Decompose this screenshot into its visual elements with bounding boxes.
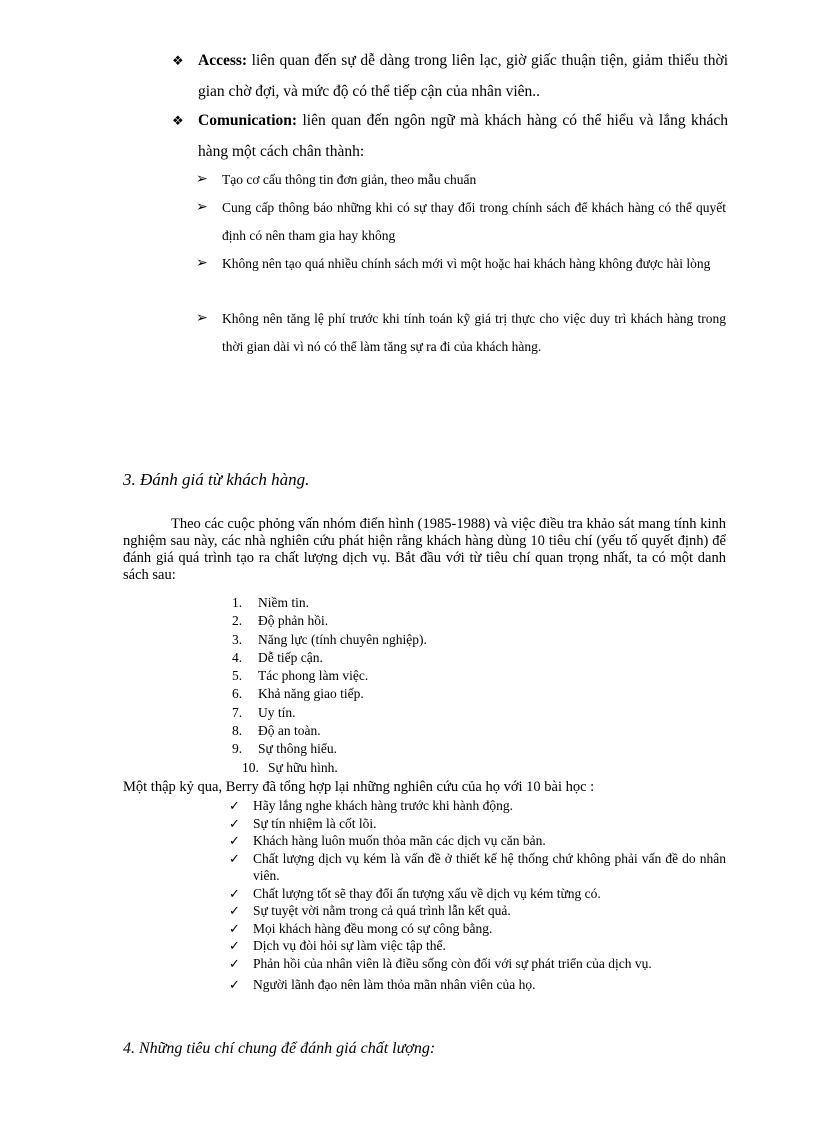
sub-bullet-text: Không nên tạo quá nhiều chính sách mới vì một hoặc hai khách hàng không được hài lòng: [222, 256, 711, 271]
list-item: [232, 740, 427, 758]
list-text: Sự tuyệt vời nằm trong cả quá trình lẫn kết quả.: [253, 903, 511, 918]
list-item: [232, 667, 427, 685]
bullet-text: liên quan đến ngôn ngữ mà khách hàng có thể hiểu và lắng khách hàng một cách chân thành:: [198, 112, 728, 160]
list-item: [229, 832, 726, 850]
checkmark-icon: ✓: [229, 977, 240, 992]
arrow-bullet-icon: ➢: [196, 256, 208, 271]
list-text: Sự thông hiểu.: [258, 741, 337, 757]
arrow-bullet-icon: ➢: [196, 200, 208, 215]
list-number: 8.: [232, 723, 243, 739]
list-number: 5.: [232, 668, 243, 684]
checkmark-icon: ✓: [229, 920, 240, 936]
list-number: 10.: [242, 759, 259, 775]
diamond-bullet-icon: ❖: [172, 53, 184, 68]
list-text: Năng lực (tính chuyên nghiệp).: [258, 631, 427, 647]
arrow-bullet-icon: ➢: [196, 311, 208, 326]
list-item: [229, 797, 726, 815]
list-item: [229, 815, 726, 833]
sub-bullet: [196, 305, 726, 361]
lessons-list: [229, 797, 726, 994]
diamond-bullet-icon: ❖: [172, 113, 184, 128]
list-text: Độ an toàn.: [258, 723, 321, 739]
bullet-text: liên quan đến sự dễ dàng trong liên lạc, giờ giấc thuận tiện, giảm thiểu thời gian chờ đợi, và mức độ có thể tiếp cận của nhân viên..: [198, 52, 728, 100]
list-item: [229, 955, 726, 973]
list-item: [232, 594, 427, 612]
section-4-heading: 4. Những tiêu chí chung để đánh giá chất lượng:: [123, 1040, 436, 1057]
list-item: [232, 631, 427, 649]
list-text: Dễ tiếp cận.: [258, 649, 323, 665]
list-item: [229, 976, 726, 994]
list-item: [232, 649, 427, 667]
list-item: [229, 902, 726, 920]
list-number: 4.: [232, 649, 243, 665]
list-text: Người lãnh đạo nên làm thỏa mãn nhân viên của họ.: [253, 977, 536, 992]
list-item: [232, 704, 427, 722]
checkmark-icon: ✓: [229, 798, 240, 813]
sub-bullet: [196, 194, 726, 250]
paragraph-text: Theo các cuộc phỏng vấn nhóm điển hình (1985-1988) và việc điều tra khảo sát mang tính kinh nghiệm sau này, các nhà nghiên cứu phát hiện rằng khách hàng dùng 10 tiêu chí (yếu tố quyết định) để đánh giá quá trình tạo ra chất lượng dịch vụ. Bắt đầu với từ tiêu chí quan trọng nhất, ta có một danh sách sau:: [123, 516, 726, 583]
sub-bullet-text: Tạo cơ cấu thông tin đơn giản, theo mẫu chuẩn: [222, 172, 477, 187]
list-text: Niềm tin.: [258, 595, 309, 610]
list-text: Phản hồi của nhân viên là điều sống còn đối với sự phát triển của dịch vụ.: [253, 955, 652, 971]
list-item: [229, 885, 726, 903]
sub-bullet-text: Không nên tăng lệ phí trước khi tính toán kỹ giá trị thực cho việc duy trì khách hàng trong thời gian dài vì nó có thể làm tăng sự ra đi của khách hàng.: [222, 311, 726, 354]
list-text: Sự hữu hình.: [268, 759, 338, 775]
arrow-bullet-icon: ➢: [196, 172, 208, 187]
criteria-list: [232, 594, 427, 777]
checkmark-icon: ✓: [229, 955, 240, 971]
list-item: [229, 850, 726, 885]
checkmark-icon: ✓: [229, 833, 240, 848]
list-number: 7.: [232, 704, 243, 720]
list-item: [232, 612, 427, 630]
section-3-heading: 3. Đánh giá từ khách hàng.: [123, 470, 310, 489]
list-text: Độ phản hồi.: [258, 613, 329, 629]
checkmark-icon: ✓: [229, 885, 240, 901]
list-text: Chất lượng tốt sẽ thay đổi ấn tượng xấu về dịch vụ kém từng có.: [253, 885, 601, 901]
list-number: 1.: [232, 595, 243, 610]
list-text: Hãy lắng nghe khách hàng trước khi hành động.: [253, 798, 514, 813]
list-text: Khách hàng luôn muốn thỏa mãn các dịch vụ căn bản.: [253, 833, 546, 848]
checkmark-icon: ✓: [229, 903, 240, 918]
list-text: Dịch vụ đòi hỏi sự làm việc tập thể.: [253, 938, 446, 953]
checkmark-icon: ✓: [229, 938, 240, 953]
list-text: Tác phong làm việc.: [258, 668, 369, 684]
sub-bullet: [196, 250, 726, 278]
list-text: Khả năng giao tiếp.: [258, 686, 364, 702]
section-3-paragraph: [123, 516, 726, 584]
list-text: Sự tín nhiệm là cốt lõi.: [253, 815, 377, 831]
list-item: [232, 759, 427, 777]
list-number: 2.: [232, 613, 243, 629]
list-number: 9.: [232, 741, 243, 757]
bullet-communication: [172, 105, 728, 167]
list-item: [229, 937, 726, 955]
bullet-access: [172, 45, 728, 107]
bullet-term: Access:: [198, 52, 248, 69]
list-item: [232, 685, 427, 703]
list-text: Mọi khách hàng đều mong có sự công bằng.: [253, 920, 493, 936]
sub-bullet-text: Cung cấp thông báo những khi có sự thay đổi trong chính sách để khách hàng có thể quyết định có nên tham gia hay không: [222, 200, 726, 243]
list-item: [229, 920, 726, 938]
list-text: Chất lượng dịch vụ kém là vấn đề ở thiết kế hệ thống chứ không phải vấn đề do nhân viên.: [253, 850, 726, 883]
bullet-term: Comunication:: [198, 112, 298, 129]
list-text: Uy tín.: [258, 704, 296, 720]
sub-bullet: [196, 166, 726, 194]
list-number: 6.: [232, 686, 243, 702]
lessons-intro: Một thập kỷ qua, Berry đã tổng hợp lại những nghiên cứu của họ với 10 bài học :: [123, 779, 595, 795]
checkmark-icon: ✓: [229, 850, 240, 866]
list-item: [232, 722, 427, 740]
checkmark-icon: ✓: [229, 815, 240, 831]
list-number: 3.: [232, 631, 243, 647]
